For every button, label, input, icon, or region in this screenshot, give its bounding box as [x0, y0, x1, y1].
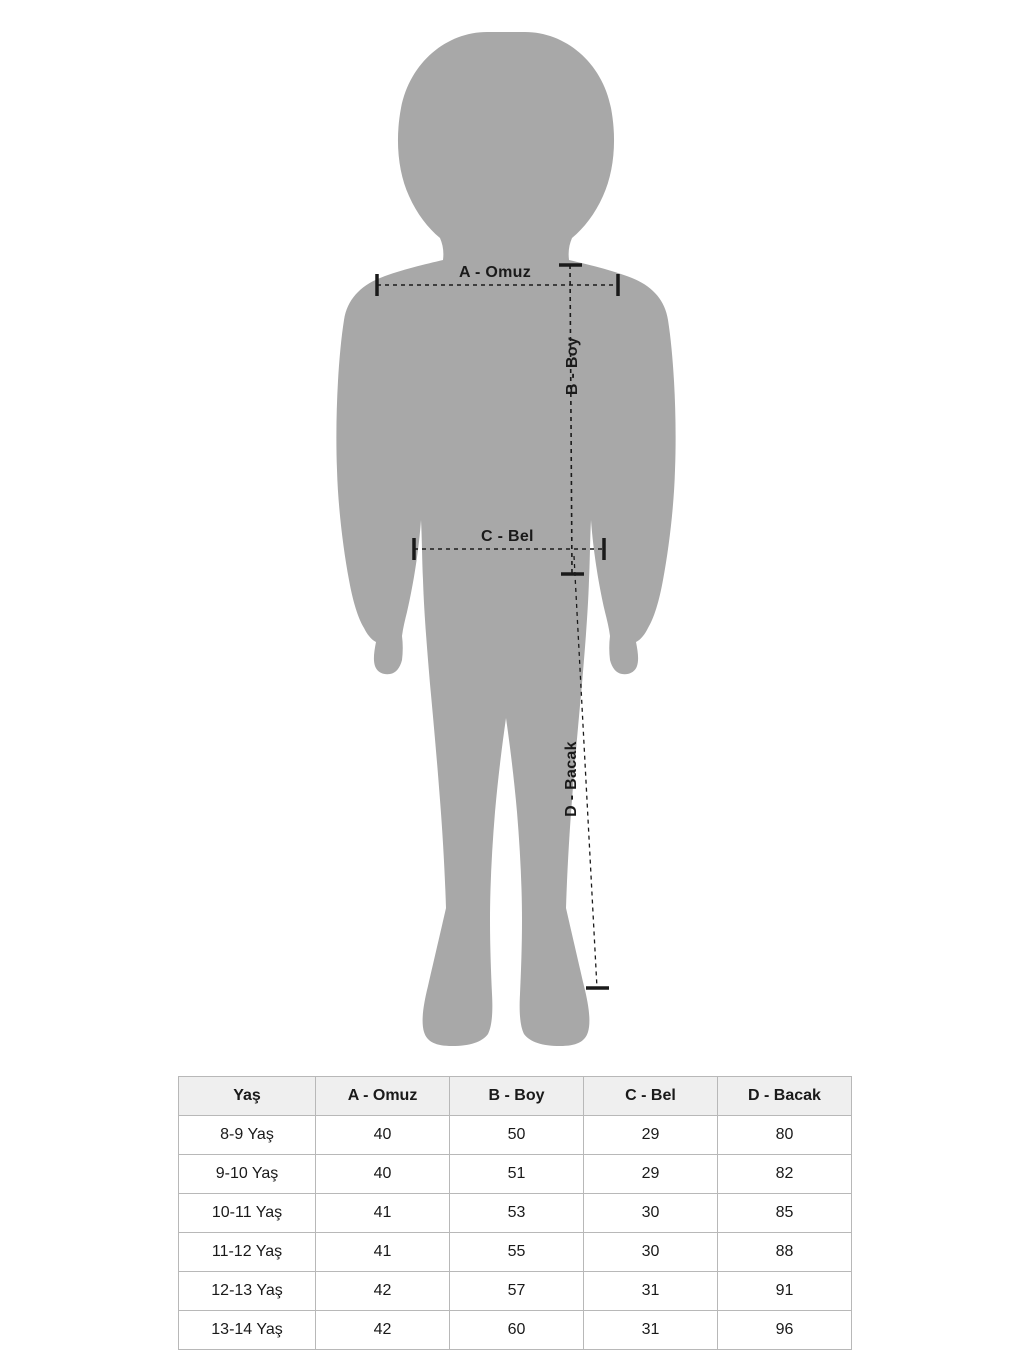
cell-leg: 82: [718, 1155, 852, 1194]
cell-age: 10-11 Yaş: [179, 1194, 316, 1233]
cell-shoulder: 42: [316, 1272, 450, 1311]
table-header-height: B - Boy: [450, 1077, 584, 1116]
table-header-leg: D - Bacak: [718, 1077, 852, 1116]
cell-leg: 91: [718, 1272, 852, 1311]
cell-height: 53: [450, 1194, 584, 1233]
cell-height: 51: [450, 1155, 584, 1194]
table-header-shoulder: A - Omuz: [316, 1077, 450, 1116]
cell-leg: 88: [718, 1233, 852, 1272]
label-shoulder: A - Omuz: [459, 264, 532, 281]
label-leg: D - Bacak: [563, 741, 580, 817]
table-row: [179, 1155, 852, 1194]
cell-shoulder: 40: [316, 1116, 450, 1155]
cell-age: 13-14 Yaş: [179, 1311, 316, 1350]
cell-age: 12-13 Yaş: [179, 1272, 316, 1311]
table-row: [179, 1311, 852, 1350]
cell-height: 57: [450, 1272, 584, 1311]
cell-shoulder: 42: [316, 1311, 450, 1350]
cell-waist: 29: [584, 1155, 718, 1194]
cell-height: 55: [450, 1233, 584, 1272]
cell-waist: 30: [584, 1194, 718, 1233]
cell-height: 60: [450, 1311, 584, 1350]
cell-shoulder: 40: [316, 1155, 450, 1194]
cell-age: 8-9 Yaş: [179, 1116, 316, 1155]
cell-shoulder: 41: [316, 1233, 450, 1272]
size-table: [178, 1076, 852, 1350]
table-row: [179, 1116, 852, 1155]
cell-leg: 85: [718, 1194, 852, 1233]
label-height: B - Boy: [564, 336, 581, 396]
cell-leg: 96: [718, 1311, 852, 1350]
cell-waist: 30: [584, 1233, 718, 1272]
table-row: [179, 1194, 852, 1233]
table-header-row: [179, 1077, 852, 1116]
cell-height: 50: [450, 1116, 584, 1155]
cell-waist: 31: [584, 1272, 718, 1311]
cell-age: 9-10 Yaş: [179, 1155, 316, 1194]
table-row: [179, 1272, 852, 1311]
table-row: [179, 1233, 852, 1272]
table-header-age: Yaş: [179, 1077, 316, 1116]
cell-waist: 29: [584, 1116, 718, 1155]
cell-leg: 80: [718, 1116, 852, 1155]
cell-age: 11-12 Yaş: [179, 1233, 316, 1272]
cell-waist: 31: [584, 1311, 718, 1350]
table-header-waist: C - Bel: [584, 1077, 718, 1116]
cell-shoulder: 41: [316, 1194, 450, 1233]
label-waist: C - Bel: [481, 528, 534, 545]
